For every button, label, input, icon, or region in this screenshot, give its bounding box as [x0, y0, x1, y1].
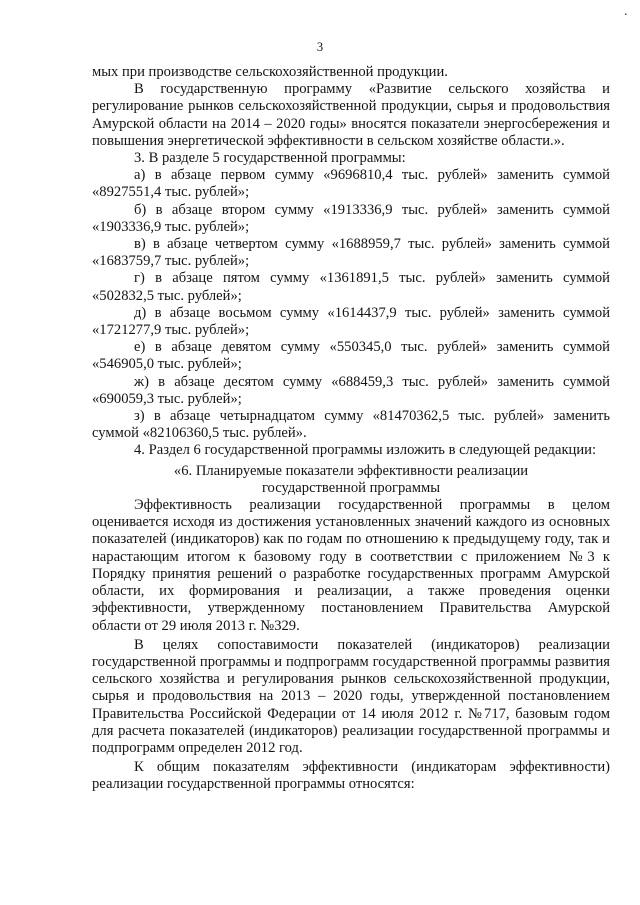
paragraph-section-6-intro: 4. Раздел 6 государственной программы изложить в следующей редакции:	[134, 442, 597, 459]
list-item-z: з) в абзаце четырнадцатом сумму «81470362,5 тыс. рублей» заменить суммой «82106360,5 тыс. рублей».	[92, 408, 610, 442]
corner-mark: ·	[623, 8, 628, 23]
paragraph-efficiency: Эффективность реализации государственной программы в целом оценивается исходя из достижения установленных значений каждого из основных показателей (индикаторов) как по годам по отношению к предыдущему году, так и нарастающим итогом к базовому году в соответствии с приложением №3 к Порядку принятия решений о разработке государственных программ Амурской области, их формирования и реализации, а также проведения оценки эффективности, утвержденному постановлением Правительства Амурской области от 29 июля 2013 г. №329.	[92, 497, 610, 634]
paragraph-comparability: В целях сопоставимости показателей (индикаторов) реализации государственной программы и подпрограмм государственной программы развития сельского хозяйства и регулирования рынков сельскохозяйственной продукции, сырья и продовольствия на 2013 – 2020 годы, утвержденной постановлением Правительства Российской Федерации от 14 июля 2012 г. №717, базовым годом для расчета показателей (индикаторов) реализации государственной программы и подпрограмм определен 2012 год.	[92, 636, 610, 756]
list-item-g: г) в абзаце пятом сумму «1361891,5 тыс. рублей» заменить суммой «502832,5 тыс. рублей»;	[92, 270, 610, 304]
paragraph-section-5-intro: 3. В разделе 5 государственной программы:	[134, 150, 406, 167]
paragraph-continuation: мых при производстве сельскохозяйственной продукции.	[92, 64, 448, 80]
list-item-b: б) в абзаце втором сумму «1913336,9 тыс. рублей» заменить суммой «1903336,9 тыс. рублей»;	[92, 201, 610, 235]
document-body	[92, 64, 610, 794]
list-item-d: д) в абзаце восьмом сумму «1614437,9 тыс. рублей» заменить суммой «1721277,9 тыс. рублей»;	[92, 304, 610, 339]
section-title: «6. Планируемые показатели эффективности реализации государственной программы	[173, 462, 529, 496]
paragraph-energy-indicators: В государственную программу «Развитие сельского хозяйства и регулирование рынков сельскохозяйственной продукции, сырья и продовольствия Амурской области на 2014 – 2020 годы» вносятся показатели энергосбережения и повышения энергетической эффективности в сельском хозяйстве области.».	[92, 81, 610, 149]
list-item-v: в) в абзаце четвертом сумму «1688959,7 тыс. рублей» заменить суммой «1683759,7 тыс. рублей»;	[92, 236, 610, 270]
list-item-a: а) в абзаце первом сумму «9696810,4 тыс. рублей» заменить суммой «8927551,4 тыс. рублей»;	[92, 167, 610, 201]
page-number: 3	[316, 40, 324, 54]
list-item-zh: ж) в абзаце десятом сумму «688459,3 тыс. рублей» заменить суммой «690059,3 тыс. рублей»;	[92, 373, 610, 407]
paragraph-general-indicators: К общим показателям эффективности (индикаторам эффективности) реализации государственной программы относятся:	[92, 759, 610, 793]
list-item-e: е) в абзаце девятом сумму «550345,0 тыс. рублей» заменить суммой «546905,0 тыс. рублей»;	[92, 339, 610, 373]
